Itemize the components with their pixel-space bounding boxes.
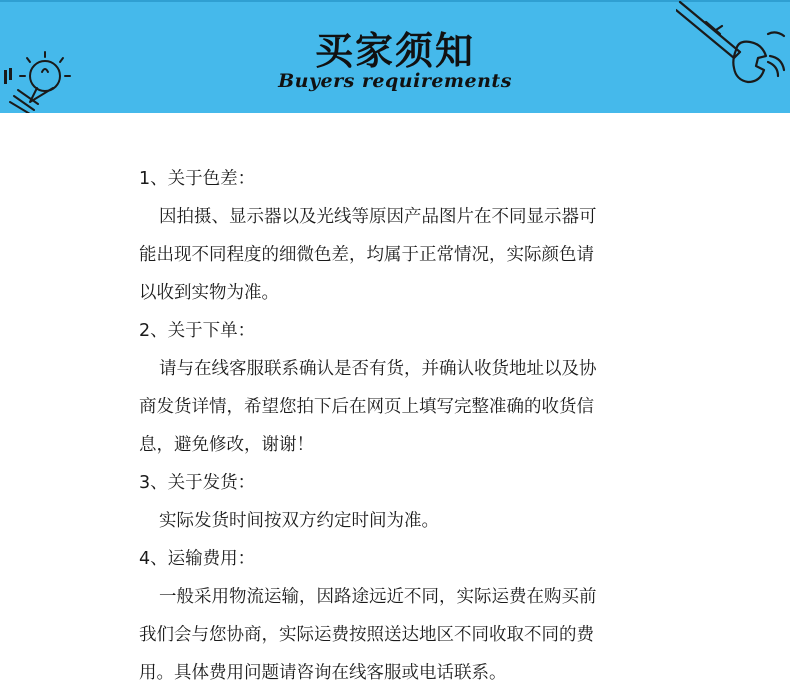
section-heading-ordering: 2、关于下单： xyxy=(139,321,256,341)
banner-title: 买家须知 xyxy=(314,29,475,73)
section-text-line: 我们会与您协商，实际运费按照送达地区不同收取不同的费 xyxy=(139,625,594,645)
banner-subtitle: Buyers requirements xyxy=(278,70,512,92)
section-text-line: 因拍摄、显示器以及光线等原因产品图片在不同显示器可 xyxy=(159,207,597,227)
section-text-line: 请与在线客服联系确认是否有货，并确认收货地址以及协 xyxy=(159,359,597,379)
notice-content xyxy=(139,160,659,692)
section-heading-shipping: 3、关于发货： xyxy=(139,473,256,493)
section-heading-color-difference: 1、关于色差： xyxy=(139,169,256,189)
section-text-line: 息，避免修改，谢谢！ xyxy=(139,435,314,455)
section-text-line: 用。具体费用问题请咨询在线客服或电话联系。 xyxy=(139,663,507,683)
section-text-line: 能出现不同程度的细微色差，均属于正常情况，实际颜色请 xyxy=(139,245,594,265)
section-text-line: 以收到实物为准。 xyxy=(139,283,279,303)
section-text-line: 商发货详情，希望您拍下后在网页上填写完整准确的收货信 xyxy=(139,397,594,417)
section-text-line: 实际发货时间按双方约定时间为准。 xyxy=(159,511,439,531)
section-text-line: 一般采用物流运输，因路途远近不同，实际运费在购买前 xyxy=(159,587,597,607)
section-heading-freight: 4、运输费用： xyxy=(139,549,256,569)
header-banner xyxy=(0,0,790,113)
